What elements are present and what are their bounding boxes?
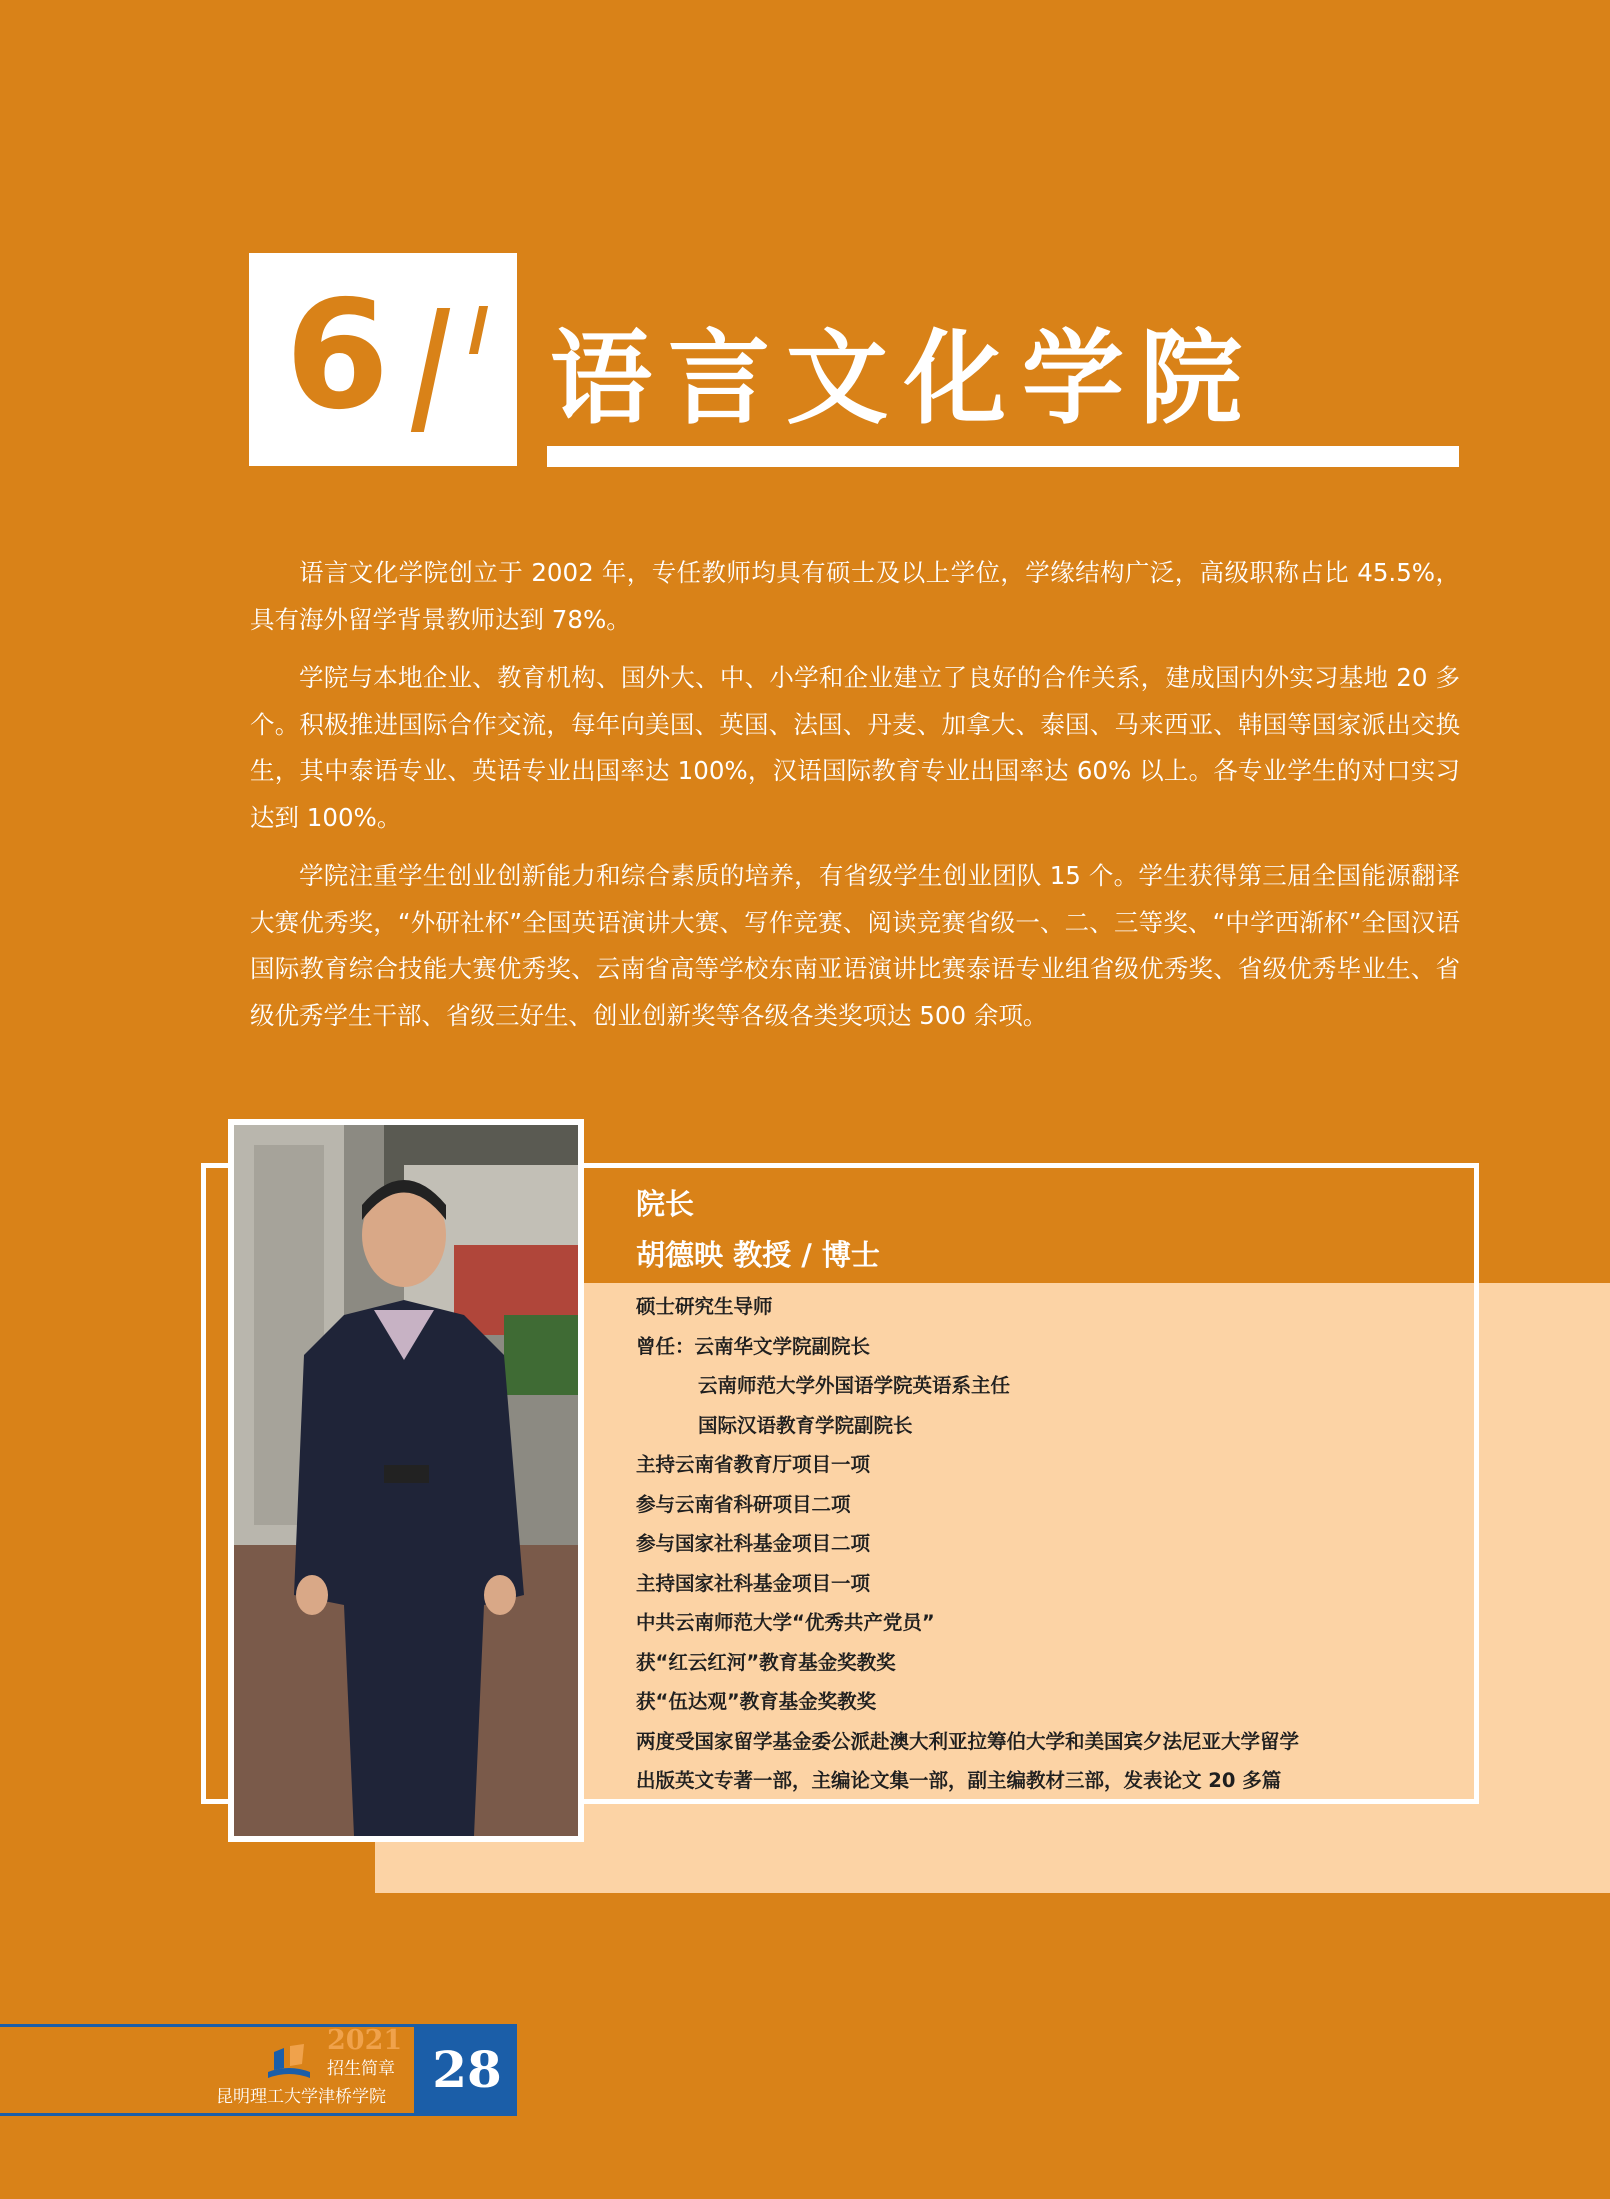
dean-role: 院长: [636, 1187, 695, 1221]
cv-item: 出版英文专著一部，主编论文集一部，副主编教材三部，发表论文 20 多篇: [636, 1769, 1282, 1792]
dean-photo: [228, 1119, 584, 1842]
cv-item: 云南师范大学外国语学院英语系主任: [698, 1374, 1011, 1397]
intro-text: [250, 550, 1460, 1051]
cv-item: 参与云南省科研项目二项: [636, 1492, 851, 1516]
cv-item: 硕士研究生导师: [636, 1295, 773, 1318]
chapter-number: 6: [285, 269, 390, 443]
dean-name: 胡德映 教授 / 博士: [636, 1238, 880, 1272]
cv-item: 曾任：云南华文学院副院长: [636, 1334, 871, 1358]
page-number: 28: [432, 2040, 502, 2099]
cv-item: 两度受国家留学基金委公派赴澳大利亚拉筹伯大学和美国宾夕法尼亚大学留学: [636, 1729, 1300, 1753]
school-logo-icon: [264, 2042, 314, 2086]
title-underline: [547, 446, 1459, 467]
chapter-title: 语言文化学院: [550, 320, 1258, 439]
footer-brochure: 招生简章: [327, 2059, 395, 2079]
cv-item: 参与国家社科基金项目二项: [636, 1532, 871, 1555]
page-number-box: [417, 2024, 517, 2116]
cv-item: 主持国家社科基金项目一项: [636, 1571, 871, 1595]
footer-year: 2021: [327, 2025, 403, 2056]
intro-paragraph-1: 语言文化学院创立于 2002 年，专任教师均具有硕士及以上学位，学缘结构广泛，高级职称占比 45.5%，具有海外留学背景教师达到 78%。: [250, 558, 1460, 634]
cv-item: 获“伍达观”教育基金奖教奖: [636, 1690, 877, 1713]
footer-school: 昆明理工大学津桥学院: [216, 2087, 386, 2107]
chapter-number-box: [249, 253, 517, 466]
cv-item: 国际汉语教育学院副院长: [698, 1413, 913, 1437]
dean-cv-list: [636, 1287, 1299, 1801]
cv-item: 获“红云红河”教育基金奖教奖: [636, 1650, 896, 1674]
intro-paragraph-2: 学院与本地企业、教育机构、国外大、中、小学和企业建立了良好的合作关系，建成国内外实习基地 20 多个。积极推进国际合作交流，每年向美国、英国、法国、丹麦、加拿大、泰国、马来西亚、韩国等国家派出交换生，其中泰语专业、英语专业出国率达 100%，汉语国际教育专业出国率达 60% 以上。各专业学生的对口实习达到 100%。: [250, 663, 1460, 832]
cv-item: 主持云南省教育厅项目一项: [636, 1453, 871, 1476]
cv-item: 中共云南师范大学“优秀共产党员”: [636, 1611, 935, 1634]
intro-paragraph-3: 学院注重学生创业创新能力和综合素质的培养，有省级学生创业团队 15 个。学生获得第三届全国能源翻译大赛优秀奖，“外研社杯”全国英语演讲大赛、写作竞赛、阅读竞赛省级一、二、三等奖、“中学西渐杯”全国汉语国际教育综合技能大赛优秀奖、云南省高等学校东南亚语演讲比赛泰语专业组省级优秀奖、省级优秀毕业生、省级优秀学生干部、省级三好生、创业创新奖等各级各类奖项达 500 余项。: [250, 861, 1460, 1030]
